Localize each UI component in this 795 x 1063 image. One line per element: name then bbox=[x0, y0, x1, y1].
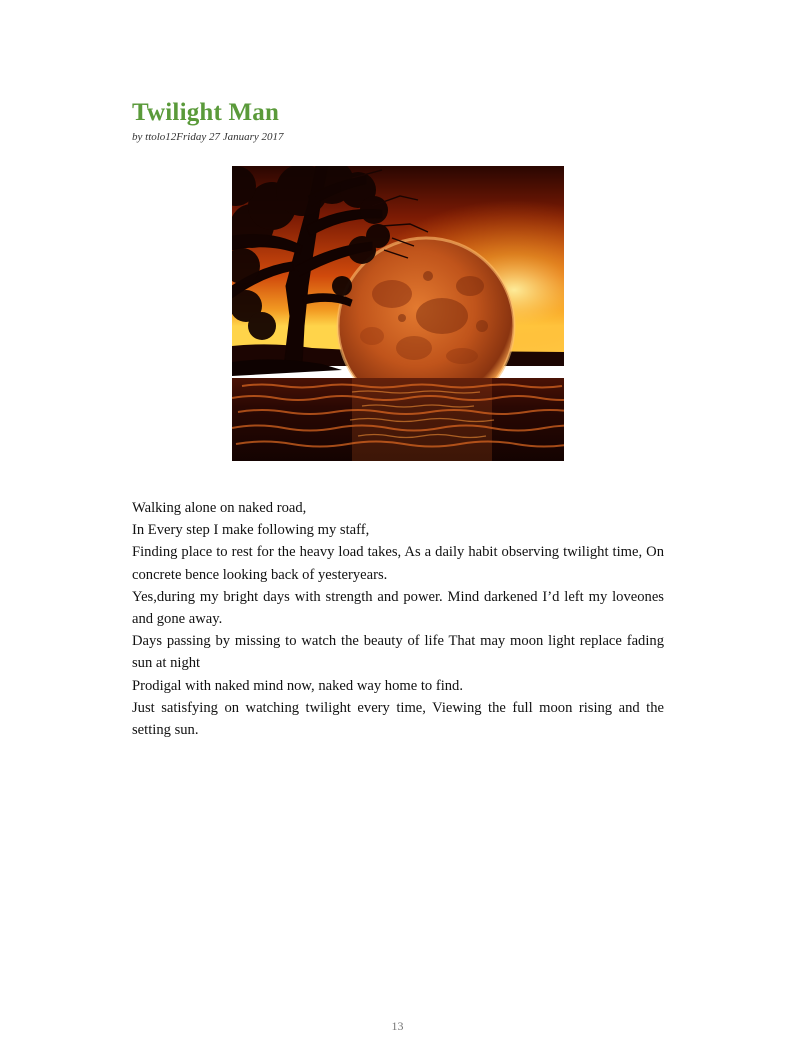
poem-line: Prodigal with naked mind now, naked way home to find. bbox=[132, 677, 464, 694]
poem-line: In Every step I make following my staff, bbox=[132, 522, 370, 539]
page-title: Twilight Man bbox=[132, 99, 280, 126]
moonset-illustration bbox=[232, 166, 564, 461]
poem-line: Yes,during my bright days with strength and power. Mind darkened I’d left my loveones and gone away. bbox=[132, 588, 664, 628]
poem-line: Walking alone on naked road, bbox=[132, 500, 307, 516]
poem-body bbox=[132, 497, 664, 741]
poem-line: Days passing by missing to watch the beauty of life That may moon light replace fading sun at night bbox=[132, 633, 664, 672]
moonset-image bbox=[232, 166, 564, 461]
poem-line: Finding place to rest for the heavy load takes, As a daily habit observing twilight time, On concrete bence looking back of yesteryears. bbox=[132, 544, 664, 583]
poem-line: Just satisfying on watching twilight every time, Viewing the full moon rising and the setting sun. bbox=[132, 699, 664, 739]
page-number: 13 bbox=[391, 1019, 404, 1033]
byline: by ttolo12Friday 27 January 2017 bbox=[132, 131, 284, 143]
